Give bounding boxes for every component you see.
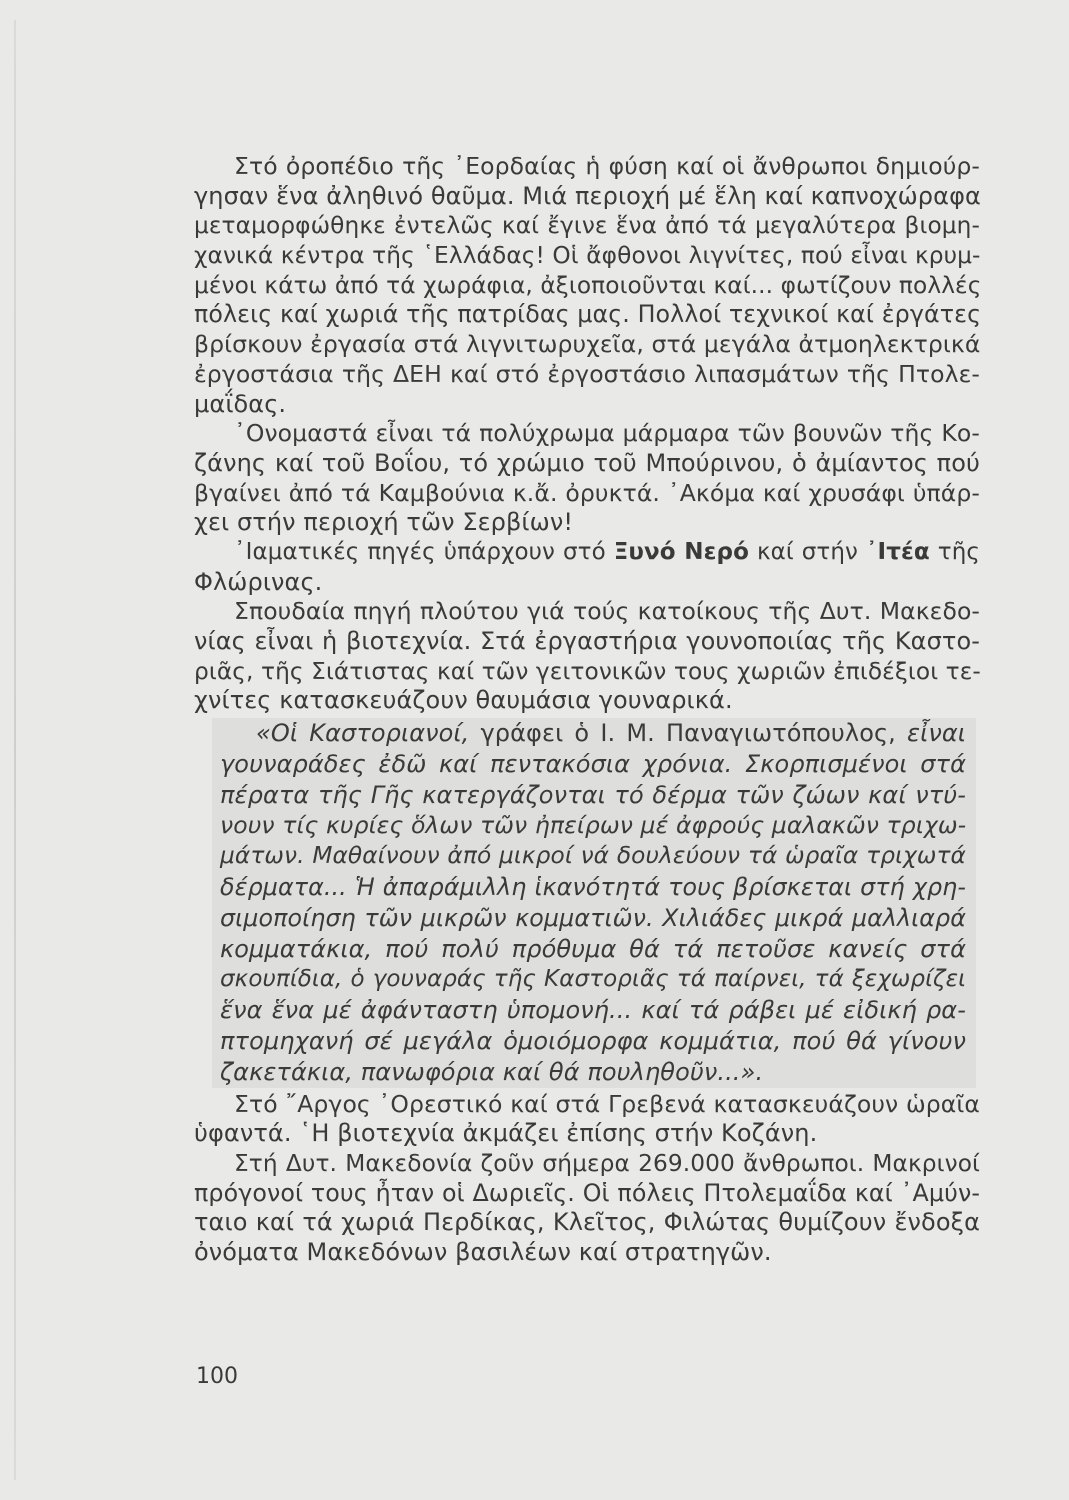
quote-line: κομματάκια, πού πολύ πρόθυμα θά τά πετοῦσε κανείς στά (220, 934, 966, 963)
text-line: μεταμορφώθηκε ἐντελῶς καί ἔγινε ἕνα ἀπό τά μεγαλύτερα βιομη- (194, 212, 980, 240)
text-segment: ᾿Ιαματικές πηγές ὑπάρχουν στό (234, 538, 614, 565)
text-segment: τῆς (929, 538, 980, 565)
text-line: χει στήν περιοχή τῶν Σερβίων! (194, 508, 574, 537)
text-line: ριᾶς, τῆς Σιάτιστας καί τῶν γειτονικῶν τους χωριῶν ἐπιδέξιοι τε- (194, 657, 981, 685)
text-line: Στό ῎Αργος ᾿Ορεστικό καί στά Γρεβενά κατασκευάζουν ὡραῖα (234, 1089, 980, 1118)
text-line: μένοι κάτω ἀπό τά χωράφια, ἀξιοποιοῦνται καί... φωτίζουν πολλές (194, 271, 982, 299)
quote-segment: εἶναι (907, 719, 966, 748)
text-segment: καί στήν (749, 538, 866, 565)
quote-line: γουναράδες ἐδῶ καί πεντακόσια χρόνια. Σκορπισμένοι στά (220, 749, 966, 778)
text-line: Στό ὀροπέδιο τῆς ᾿Εορδαίας ἡ φύση καί οἱ ἄνθρωποι δημιούρ- (234, 152, 980, 180)
text-line: πόλεις καί χωριά τῆς πατρίδας μας. Πολλοί τεχνικοί καί ἐργάτες (194, 300, 982, 329)
quote-line (220, 718, 966, 749)
quote-line: σκουπίδια, ὁ γουναράς τῆς Καστοριᾶς τά παίρνει, τά ξεχωρίζει (220, 966, 966, 993)
quote-block (212, 718, 976, 1088)
quote-line: σιμοποίηση τῶν μικρῶν κομματιῶν. Χιλιάδες μικρά μαλλιαρά (220, 903, 966, 932)
quote-line: πτομηχανή σέ μεγάλα ὁμοιόμορφα κομμάτια, πού θά γίνουν (220, 1027, 966, 1056)
body-text (194, 152, 980, 1268)
text-line: γησαν ἕνα ἀληθινό θαῦμα. Μιά περιοχή μέ ἕλη καί καπνοχώραφα (194, 181, 981, 210)
page-edge (14, 20, 16, 1480)
text-line: νίας εἶναι ἡ βιοτεχνία. Στά ἐργαστήρια γουνοποιίας τῆς Καστο- (194, 627, 980, 655)
quote-line: νουν τίς κυρίες ὅλων τῶν ἠπείρων μέ ἀφρούς μαλακῶν τριχω- (220, 811, 967, 840)
text-line: Στή Δυτ. Μακεδονία ζοῦν σήμερα 269.000 ἄνθρωποι. Μακρινοί (234, 1150, 980, 1177)
text-line: ὑφαντά. ῾Η βιοτεχνία ἀκμάζει ἐπίσης στήν Κοζάνη. (194, 1119, 818, 1148)
paragraph-eordaia (194, 152, 980, 419)
text-line: ὀνόματα Μακεδόνων βασιλέων καί στρατηγῶν. (194, 1238, 772, 1267)
text-line: πρόγονοί τους ἦταν οἱ Δωριεῖς. Οἱ πόλεις Πτολεμαΐδα καί ᾿Αμύν- (194, 1178, 980, 1207)
text-line: βγαίνει ἀπό τά Καμβούνια κ.ἄ. ὀρυκτά. ᾿Ακόμα καί χρυσάφι ὑπάρ- (194, 478, 980, 507)
quote-line: ἕνα ἕνα μέ ἀφάνταστη ὑπομονή... καί τά ράβει μέ εἰδική ρα- (220, 996, 966, 1025)
paragraph-population (194, 1149, 980, 1268)
text-line: ᾿Ονομαστά εἶναι τά πολύχρωμα μάρμαρα τῶν βουνῶν τῆς Κο- (234, 419, 980, 448)
text-line: χνίτες κατασκευάζουν θαυμάσια γουναρικά. (194, 686, 733, 715)
paragraph-crafts (194, 597, 980, 716)
place-name-bold: ᾿Ιτέα (865, 538, 930, 565)
paragraph-marbles (194, 419, 980, 538)
place-name-bold: Ξυνό Νερό (613, 538, 750, 565)
text-line: μαΐδας. (194, 389, 287, 418)
quote-line: πέρατα τῆς Γῆς κατεργάζονται τό δέρμα τῶν ζώων καί ντύ- (220, 780, 966, 809)
paragraph-argos (194, 1090, 980, 1149)
text-line: ταιο καί τά χωριά Περδίκας, Κλεῖτος, Φιλώτας θυμίζουν ἔνδοξα (194, 1208, 980, 1237)
quote-attribution: γράφει ὁ Ι. Μ. Παναγιωτόπουλος, (469, 719, 908, 748)
quote-line: δέρματα... Ἡ ἀπαράμιλλη ἱκανότητά τους βρίσκεται στή χρη- (220, 873, 966, 902)
text-line: Σπουδαία πηγή πλούτου γιά τούς κατοίκους τῆς Δυτ. Μακεδο- (234, 597, 980, 626)
page-number: 100 (196, 1364, 238, 1389)
paragraph-springs (194, 538, 980, 597)
text-line: Φλώρινας. (194, 567, 323, 596)
quote-line: μάτων. Μαθαίνουν ἀπό μικροί νά δουλεύουν τά ὡραῖα τριχωτά (220, 842, 966, 870)
text-line: ἐργοστάσια τῆς ΔΕΗ καί στό ἐργοστάσιο λιπασμάτων τῆς Πτολε- (194, 359, 980, 388)
quote-line: ζακετάκια, πανωφόρια καί θά πουληθοῦν...». (220, 1057, 764, 1086)
text-line (194, 538, 980, 568)
text-line: χανικά κέντρα τῆς ῾Ελλάδας! Οἱ ἄφθονοι λιγνίτες, πού εἶναι κρυμ- (194, 242, 981, 270)
text-line: βρίσκουν ἐργασία στά λιγνιτωρυχεῖα, στά μεγάλα ἀτμοηλεκτρικά (194, 330, 981, 359)
quote-segment: «Οἱ Καστοριανοί, (256, 719, 470, 748)
text-line: ζάνης καί τοῦ Βοΐου, τό χρώμιο τοῦ Μπούρινου, ὁ ἀμίαντος πού (194, 448, 980, 477)
